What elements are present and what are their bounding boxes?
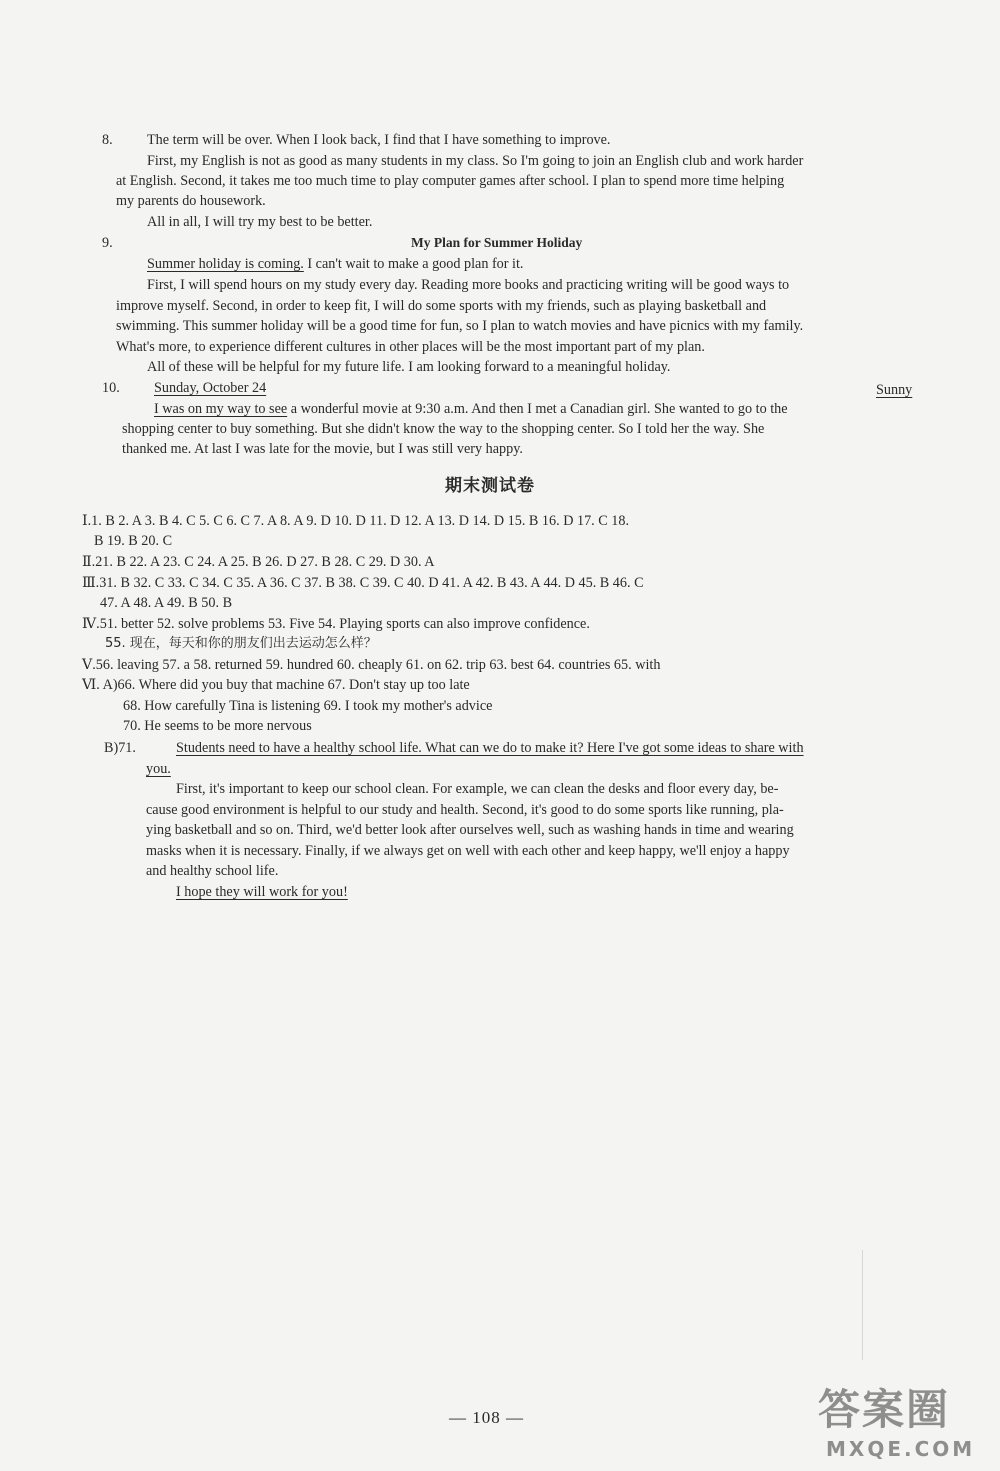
q8-line: at English. Second, it takes me too much time to play computer games after school. I plan to spend more time helping <box>116 173 785 189</box>
q8-line: The term will be over. When I look back, I find that I have something to improve. <box>147 132 611 148</box>
answer-key-I: Ⅰ.1. B 2. A 3. B 4. C 5. C 6. C 7. A 8. A 9. D 10. D 11. D 12. A 13. D 14. D 15. B 16. D 17. C 18. <box>82 513 630 529</box>
q10-number: 10. <box>102 380 120 396</box>
scan-edge-line <box>862 1250 863 1360</box>
q9-line: swimming. This summer holiday will be a good time for fun, so I plan to watch movies and have picnics with my family. <box>116 318 804 334</box>
q10-first-underlined: I was on my way to see <box>154 401 288 417</box>
answer-key-V: Ⅴ.56. leaving 57. a 58. returned 59. hundred 60. cheaply 61. on 62. trip 63. best 64. countries 65. with <box>82 657 661 673</box>
q8-line: my parents do housework. <box>116 193 266 209</box>
answer-key-III-cont: 47. A 48. A 49. B 50. B <box>100 595 233 611</box>
q9-line: First, I will spend hours on my study every day. Reading more books and practicing writing will be good ways to <box>147 277 790 293</box>
q8-number: 8. <box>102 132 113 148</box>
q9-opening-rest: I can't wait to make a good plan for it. <box>303 256 524 272</box>
q10-first-line <box>154 399 788 419</box>
q71-line: First, it's important to keep our school clean. For example, we can clean the desks and floor every day, be- <box>176 781 779 797</box>
answer-key-III: Ⅲ.31. B 32. C 33. C 34. C 35. A 36. C 37. B 38. C 39. C 40. D 41. A 42. B 43. A 44. D 45. B 46. C <box>82 575 644 591</box>
q71-line: masks when it is necessary. Finally, if we always get on well with each other and keep happy, we'll enjoy a happy <box>146 843 790 859</box>
answer-key-II: Ⅱ.21. B 22. A 23. C 24. A 25. B 26. D 27. B 28. C 29. D 30. A <box>82 554 435 570</box>
q9-essay-title: My Plan for Summer Holiday <box>411 235 583 250</box>
page-number: — 108 — <box>449 1408 524 1427</box>
q9-opening <box>147 254 523 274</box>
q8-line: First, my English is not as good as many students in my class. So I'm going to join an English club and work harder <box>147 153 804 169</box>
answer-key-VI-cont: 68. How carefully Tina is listening 69. I took my mother's advice <box>123 698 493 714</box>
q71-opening-cont: you. <box>146 761 171 777</box>
answer-key-VI-cont: 70. He seems to be more nervous <box>123 718 312 734</box>
answer-key-IV: Ⅳ.51. better 52. solve problems 53. Five 54. Playing sports can also improve confidence. <box>82 616 590 632</box>
q10-weather: Sunny <box>876 382 913 398</box>
answer-key-VI: Ⅵ. A)66. Where did you buy that machine 67. Don't stay up too late <box>82 677 470 693</box>
q9-line: All of these will be helpful for my future life. I am looking forward to a meaningful holiday. <box>147 359 671 375</box>
answer-key-IV-cont: 55. 现在，每天和你的朋友们出去运动怎么样？ <box>105 636 377 651</box>
q9-line: improve myself. Second, in order to keep fit, I will do some sports with my friends, such as playing basketball and <box>116 298 767 314</box>
watermark-logo: 答案圈 <box>818 1385 951 1434</box>
q71-line: ying basketball and so on. Third, we'd better look after ourselves well, such as washing hands in time and wearing <box>146 822 794 838</box>
q10-line: shopping center to buy something. But she didn't know the way to the shopping center. So I told her the way. She <box>122 421 765 437</box>
answer-key-I-cont: B 19. B 20. C <box>94 533 173 549</box>
q8-line: All in all, I will try my best to be better. <box>147 214 373 230</box>
section-title: 期末测试卷 <box>445 476 535 496</box>
q10-date: Sunday, October 24 <box>154 380 267 396</box>
q71-line: and healthy school life. <box>146 863 279 879</box>
q71-opening: Students need to have a healthy school life. What can we do to make it? Here I've got some ideas to share with <box>176 740 804 756</box>
q71-closing: I hope they will work for you! <box>176 884 348 900</box>
q9-opening-underlined: Summer holiday is coming. <box>147 256 304 272</box>
q10-first-rest: a wonderful movie at 9:30 a.m. And then I met a Canadian girl. She wanted to go to the <box>287 401 788 417</box>
q71-line: cause good environment is helpful to our study and health. Second, it's good to do some sports like running, pla- <box>146 802 784 818</box>
q71-label: B)71. <box>104 740 136 756</box>
watermark-url: MXQE.COM <box>826 1437 976 1461</box>
q9-number: 9. <box>102 235 113 251</box>
q9-line: What's more, to experience different cultures in other places will be the most important part of my plan. <box>116 339 705 355</box>
q10-line: thanked me. At last I was late for the movie, but I was still very happy. <box>122 441 523 457</box>
